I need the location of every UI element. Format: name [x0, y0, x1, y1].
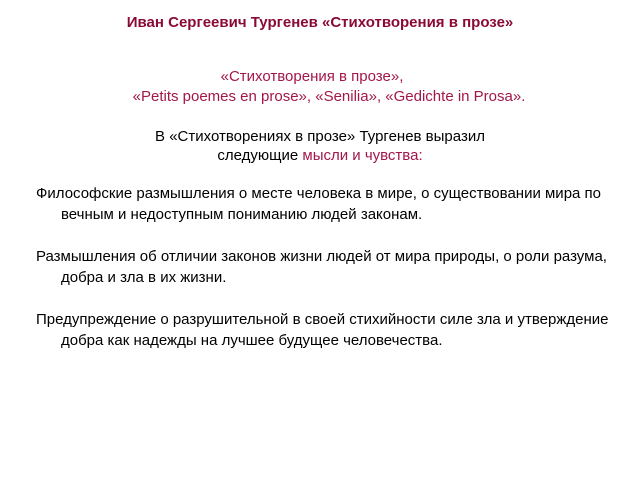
- intro-line-2-prefix: следующие: [217, 147, 303, 164]
- thoughts-list: [36, 183, 616, 372]
- intro-line-2: [0, 146, 640, 165]
- intro-line-2-accent: мысли и чувства:: [302, 147, 423, 164]
- thought-point-3: Предупреждение о разрушительной в своей стихийности силе зла и утверждение добра как надежды на лучшее будущее человечества.: [36, 311, 609, 349]
- works-titles-line-2: «Petits poemes en prose», «Senilia», «Gedichte in Prosa».: [132, 88, 526, 105]
- works-titles-line-1: «Стихотворения в прозе»,: [220, 68, 404, 85]
- thought-point-2: Размышления об отличии законов жизни людей от мира природы, о роли разума, добра и зла в их жизни.: [36, 248, 607, 286]
- slide-title: Иван Сергеевич Тургенев «Стихотворения в прозе»: [126, 14, 514, 31]
- thought-point-1: Философские размышления о месте человека в мире, о существовании мира по вечным и недоступным пониманию людей законам.: [36, 185, 602, 223]
- intro-line-1: В «Стихотворениях в прозе» Тургенев выразил: [155, 128, 485, 145]
